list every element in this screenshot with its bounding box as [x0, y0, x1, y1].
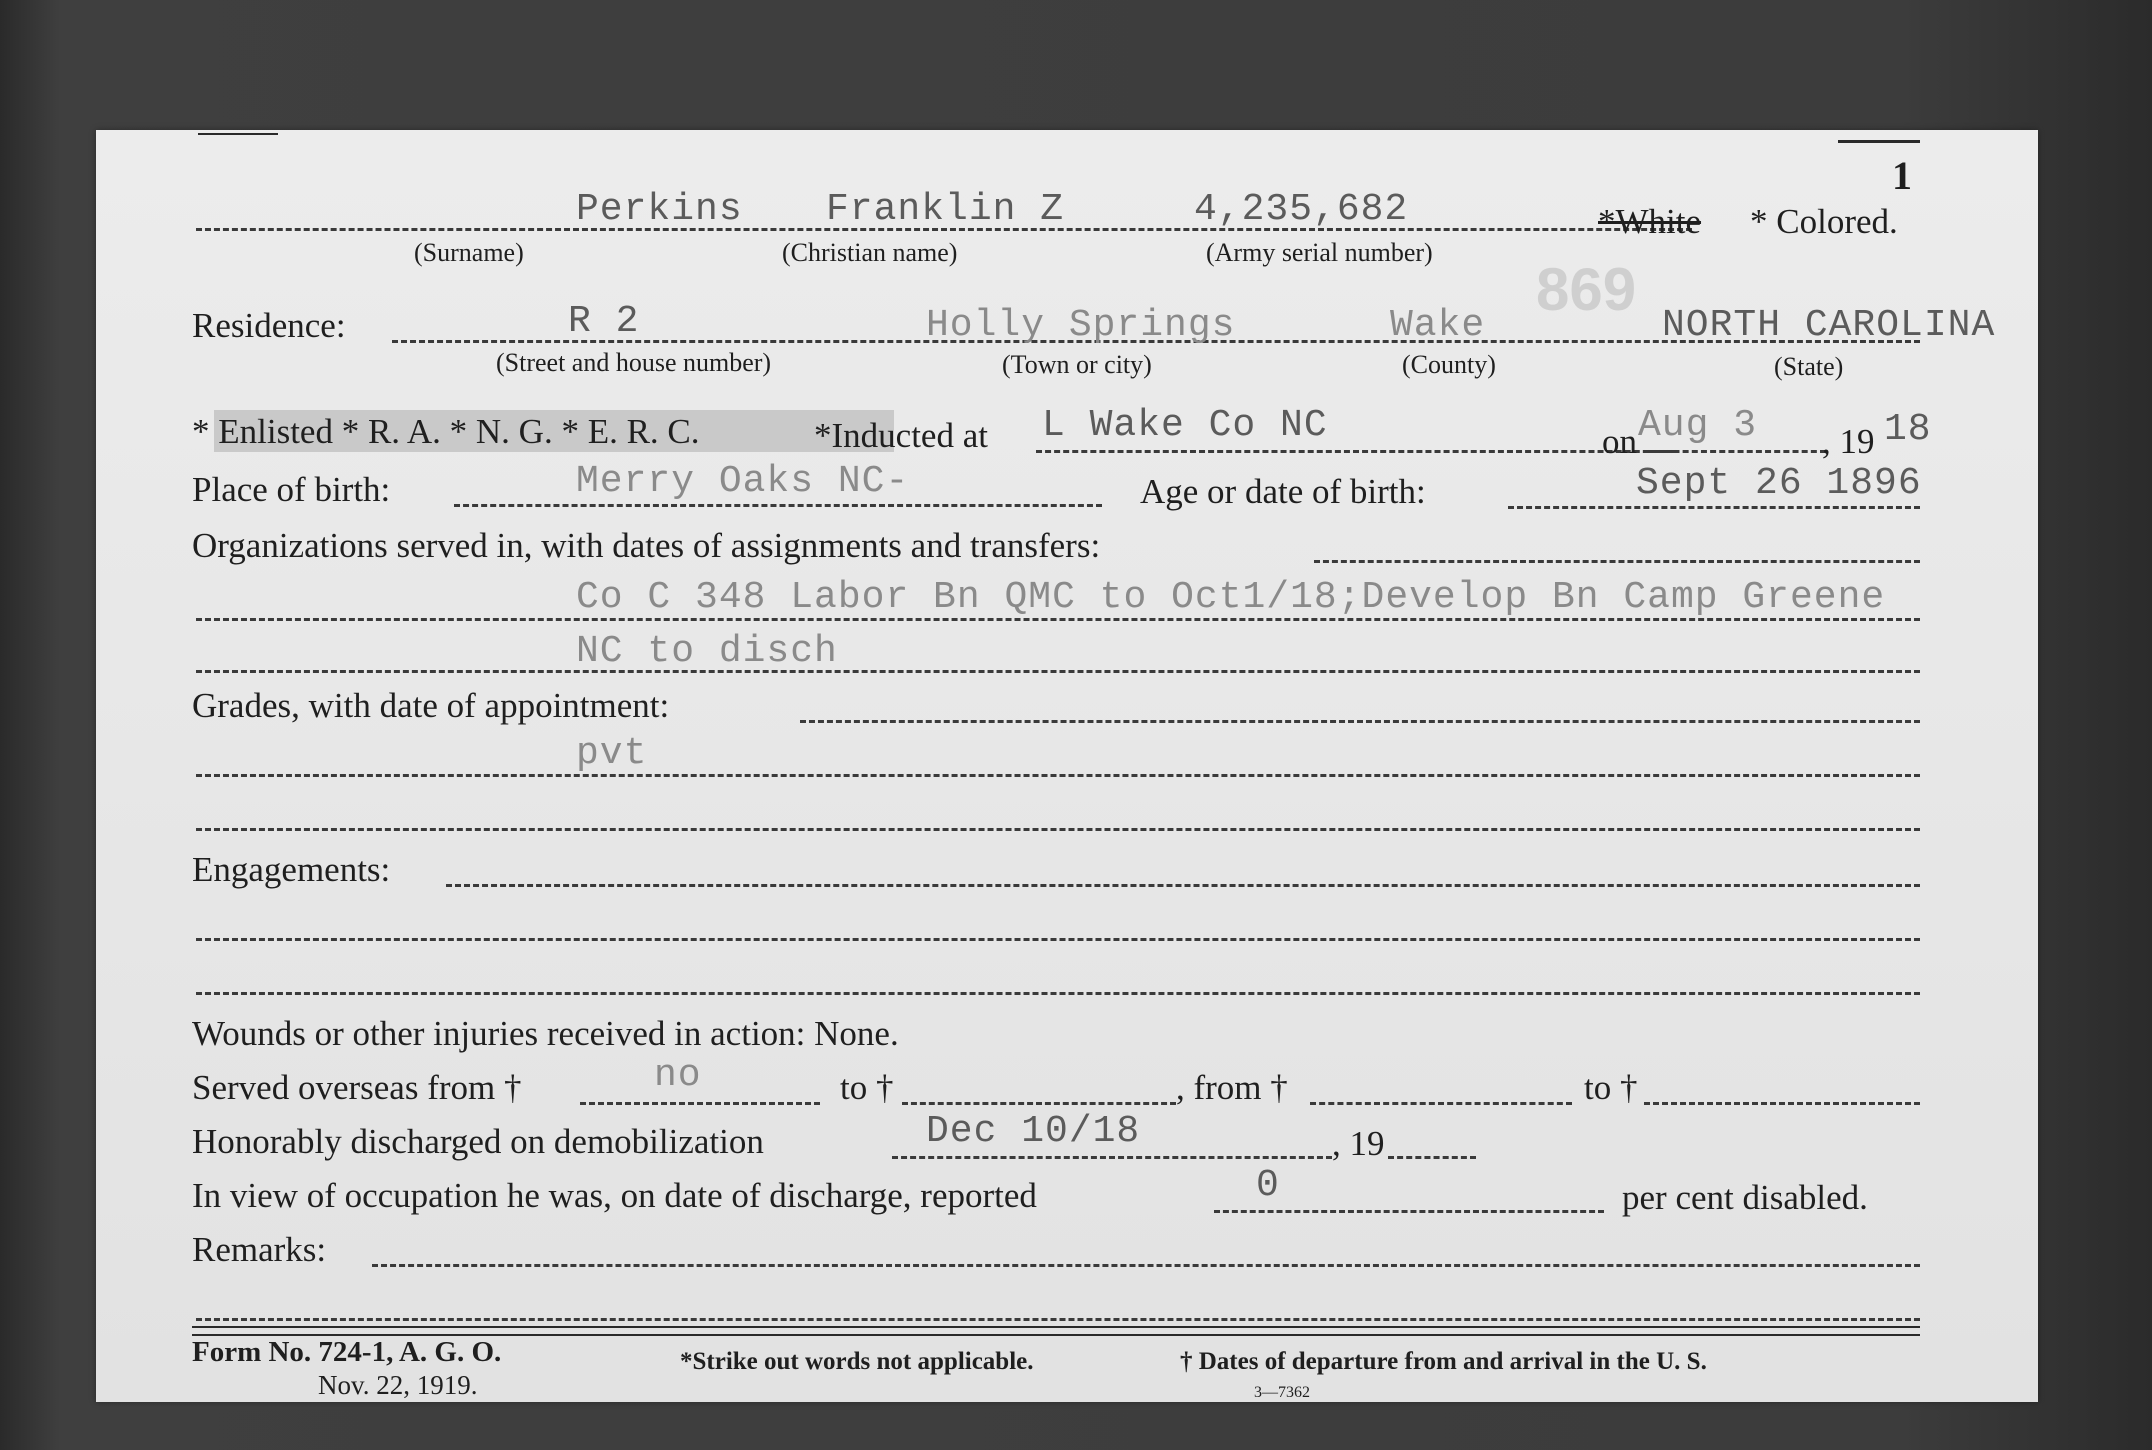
discharge-dotted-line: [892, 1156, 1332, 1159]
state-value: NORTH CAROLINA: [1662, 304, 1996, 347]
organizations-line-1-value: Co C 348 Labor Bn QMC to Oct1/18;Develop Bn Camp Greene: [576, 576, 1886, 619]
christian-name-caption: (Christian name): [782, 238, 958, 267]
birth-date-value: Sept 26 1896: [1636, 462, 1922, 505]
disabled-value: 0: [1256, 1164, 1280, 1207]
inducted-at-value: L Wake Co NC: [1042, 404, 1328, 447]
state-caption: (State): [1774, 352, 1844, 381]
grade-value: pvt: [576, 732, 648, 775]
engagements-label: Engagements:: [192, 850, 391, 889]
disabled-dotted-line: [1214, 1210, 1604, 1213]
faint-stamp-mark: 869: [1536, 256, 1637, 323]
engagements-dotted-line-2: [196, 938, 1920, 941]
discharge-date-value: Dec 10/18: [926, 1110, 1141, 1153]
from-label: , from †: [1176, 1068, 1288, 1107]
white-label: *White: [1598, 202, 1702, 241]
organizations-dotted-line-3: [196, 670, 1920, 673]
birth-place-dotted-line: [454, 504, 1102, 507]
service-record-card: [96, 130, 2038, 1402]
grades-dotted-line-3: [196, 828, 1920, 831]
top-right-rule: [1838, 140, 1920, 143]
surname-value: Perkins: [576, 188, 743, 231]
colored-label: * Colored.: [1750, 202, 1898, 241]
overseas-from-dotted-line: [580, 1102, 820, 1105]
discharge-year-dotted-line: [1388, 1156, 1476, 1159]
remarks-dotted-line-2: [196, 1318, 1920, 1321]
town-caption: (Town or city): [1002, 350, 1152, 379]
grades-dotted-line-2: [196, 774, 1920, 777]
card-number: 1: [1892, 153, 1912, 198]
remarks-label: Remarks:: [192, 1230, 327, 1269]
overseas-from-value: no: [654, 1054, 702, 1097]
top-left-rule: [198, 133, 278, 135]
to-label-2: to †: [1584, 1068, 1638, 1107]
overseas-to-dotted-line: [902, 1102, 1176, 1105]
discharge-year-prefix: , 19: [1332, 1124, 1385, 1163]
town-value: Holly Springs: [926, 304, 1236, 347]
organizations-line-2-value: NC to disch: [576, 630, 838, 673]
occupation-label: In view of occupation he was, on date of discharge, reported: [192, 1176, 1037, 1215]
christian-name-value: Franklin Z: [826, 188, 1065, 231]
overseas-from2-dotted-line: [1310, 1102, 1572, 1105]
birth-date-dotted-line: [1508, 506, 1920, 509]
county-value: Wake: [1390, 304, 1486, 347]
engagements-dotted-line-1: [446, 884, 1920, 887]
serial-number-value: 4,235,682: [1194, 188, 1409, 231]
print-code: 3—7362: [1254, 1384, 1310, 1401]
grades-label: Grades, with date of appointment:: [192, 686, 670, 725]
inducted-year-value: 18: [1884, 408, 1932, 451]
birth-place-value: Merry Oaks NC-: [576, 460, 910, 503]
strike-note: *Strike out words not applicable.: [680, 1348, 1034, 1375]
age-label: Age or date of birth:: [1140, 472, 1426, 511]
birth-place-label: Place of birth:: [192, 470, 391, 509]
street-value: R 2: [568, 300, 640, 343]
inducted-date-dotted-line: [1646, 450, 1826, 453]
residence-label: Residence:: [192, 306, 346, 345]
dates-note: † Dates of departure from and arrival in the U. S.: [1180, 1348, 1707, 1375]
overseas-label: Served overseas from †: [192, 1068, 522, 1107]
surname-caption: (Surname): [414, 238, 524, 267]
overseas-to2-dotted-line: [1644, 1102, 1920, 1105]
footer-rule-1: [192, 1326, 1920, 1328]
year-prefix: , 19: [1822, 422, 1875, 461]
inducted-dotted-line: [1036, 450, 1676, 453]
enlisted-label: * Enlisted * R. A. * N. G. * E. R. C.: [192, 412, 700, 451]
county-caption: (County): [1402, 350, 1496, 379]
remarks-dotted-line-1: [372, 1264, 1920, 1267]
form-date: Nov. 22, 1919.: [318, 1370, 478, 1400]
form-number: Form No. 724-1, A. G. O.: [192, 1336, 502, 1368]
grades-dotted-line-1: [800, 720, 1920, 723]
inducted-date-value: Aug 3: [1638, 404, 1758, 447]
street-caption: (Street and house number): [496, 348, 772, 377]
organizations-label: Organizations served in, with dates of assignments and transfers:: [192, 526, 1101, 565]
disabled-suffix: per cent disabled.: [1622, 1178, 1868, 1217]
wounds-label: Wounds or other injuries received in action: None.: [192, 1014, 899, 1053]
organizations-dotted-line-1: [1314, 560, 1920, 563]
serial-number-caption: (Army serial number): [1206, 238, 1433, 267]
discharged-label: Honorably discharged on demobilization: [192, 1122, 764, 1161]
engagements-dotted-line-3: [196, 992, 1920, 995]
to-label: to †: [840, 1068, 894, 1107]
inducted-label: *Inducted at: [814, 416, 988, 455]
on-label: on: [1602, 422, 1637, 461]
